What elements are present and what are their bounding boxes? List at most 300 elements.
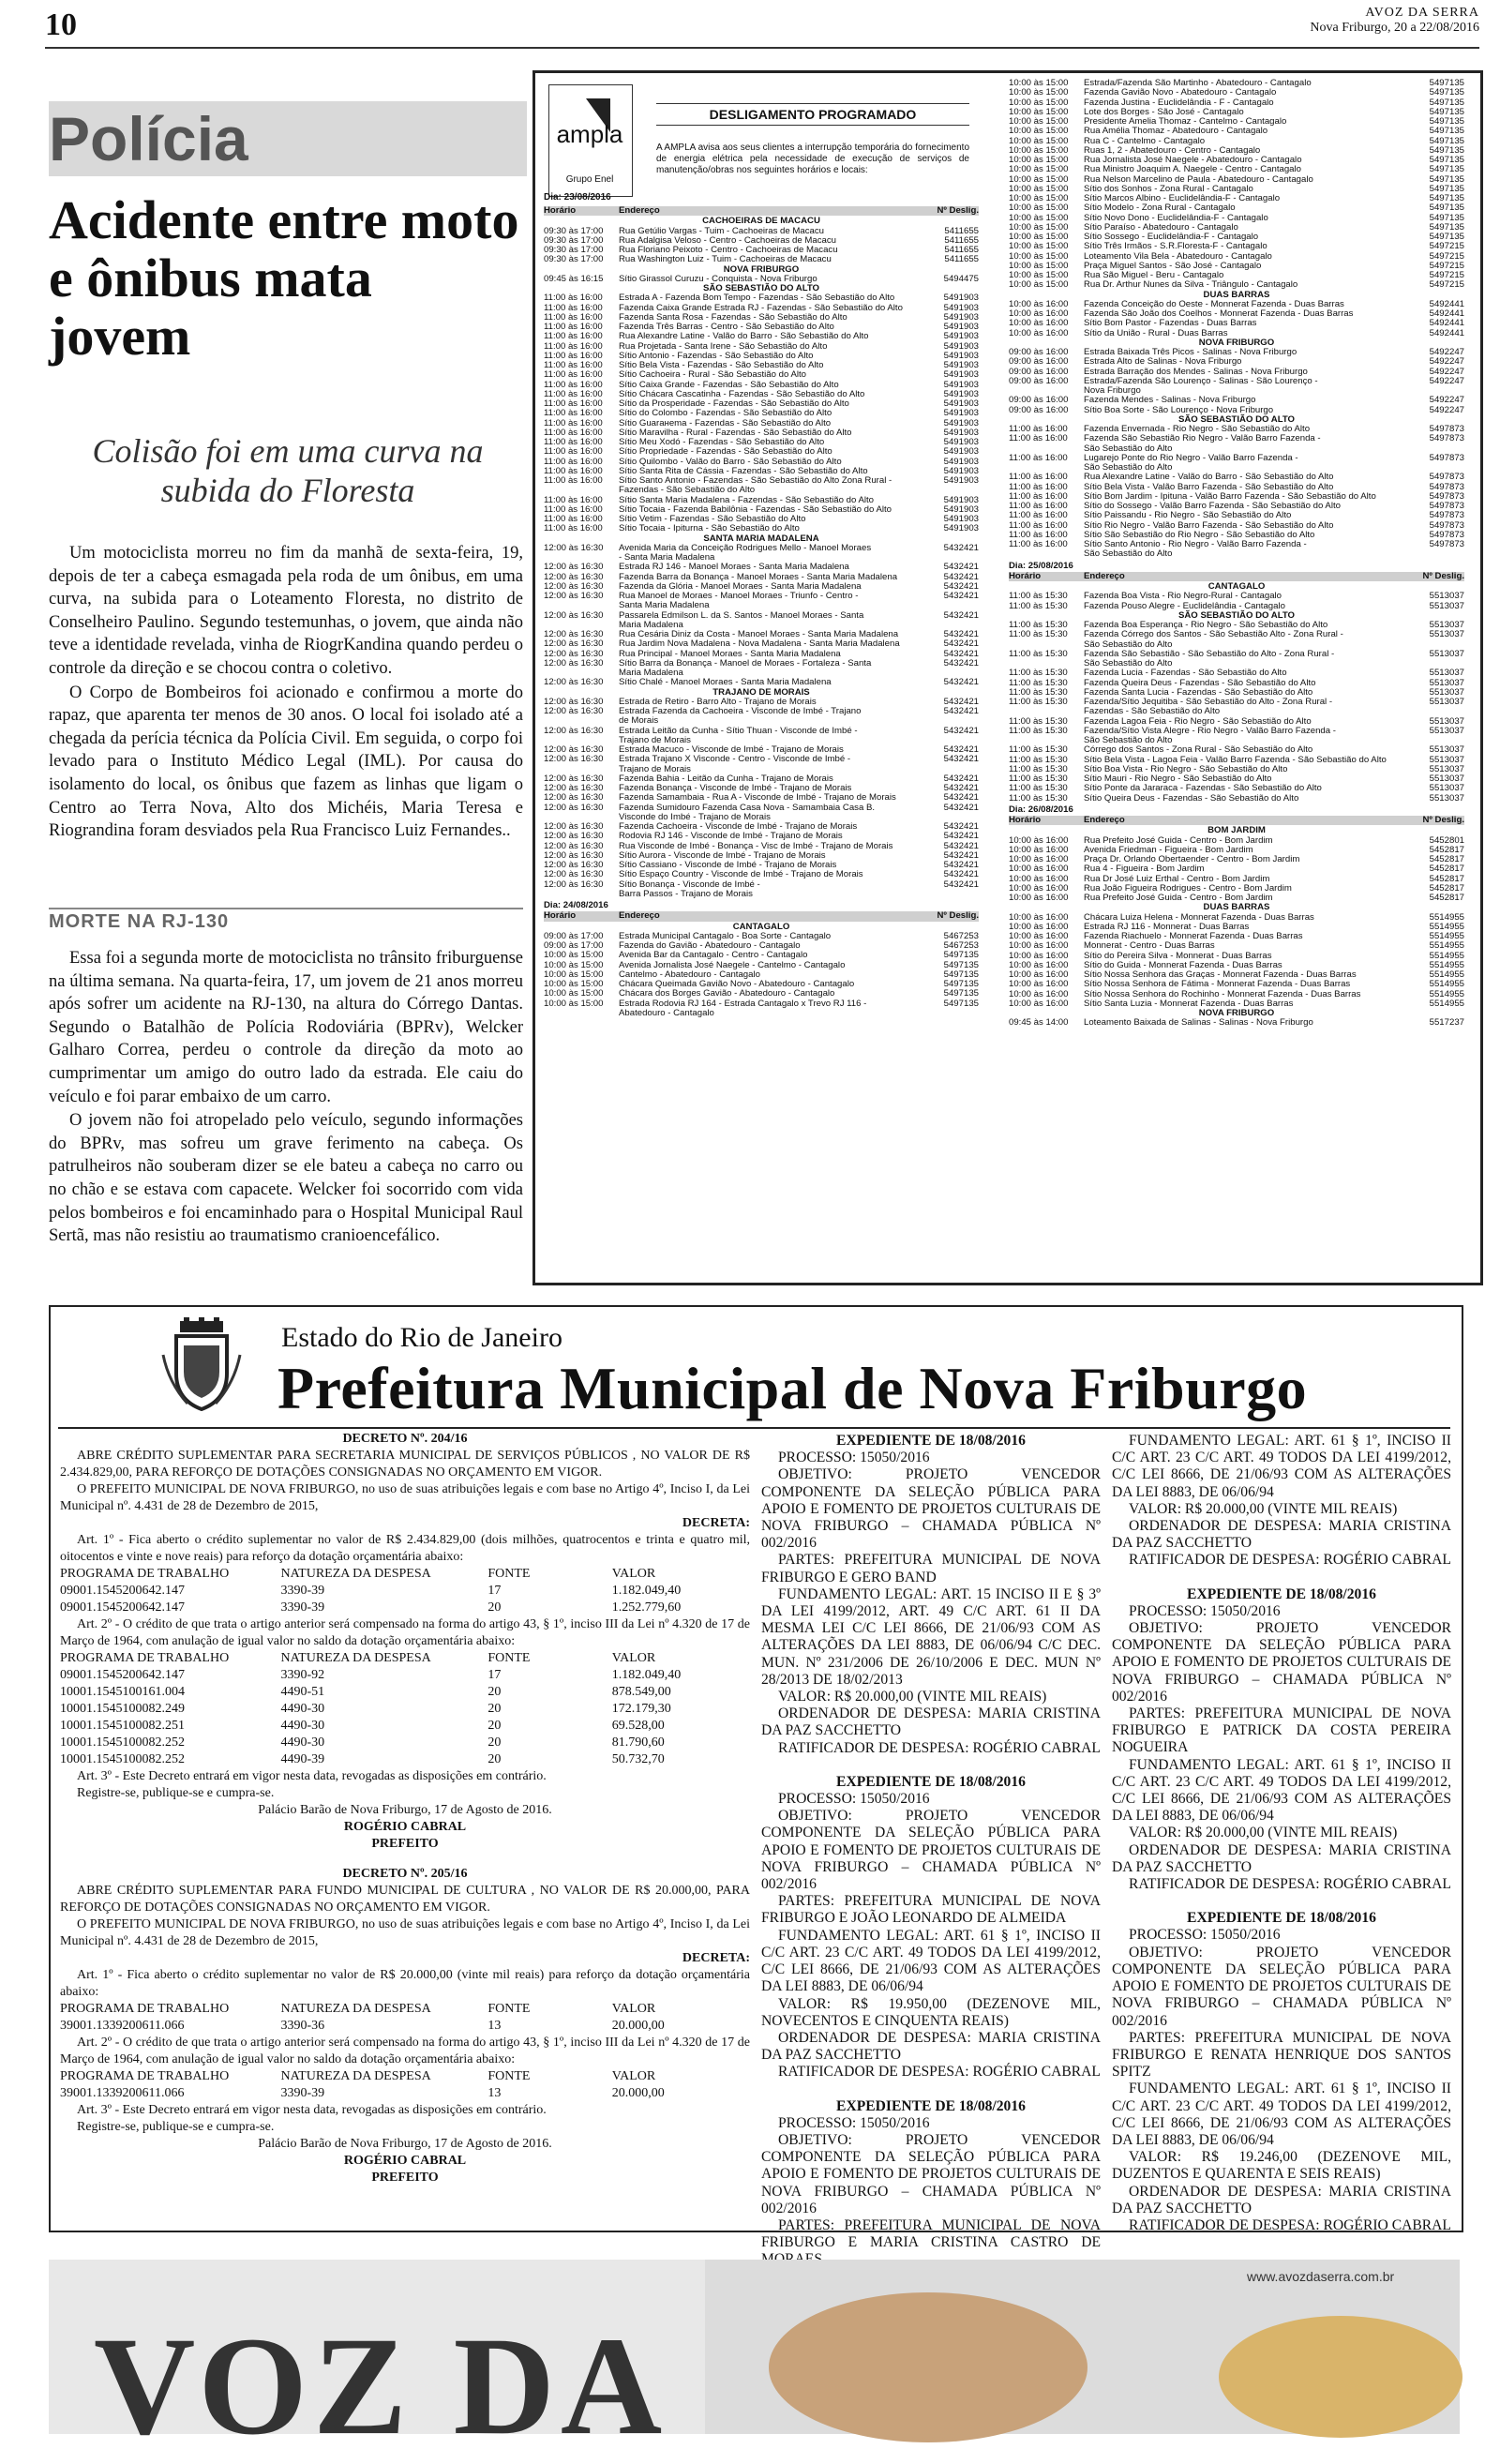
outage-address: Nova Friburgo — [1084, 386, 1141, 396]
outage-address: Rua São Miguel - Beru - Cantagalo — [1084, 271, 1224, 280]
outage-number — [1410, 463, 1464, 473]
outage-address: Rua Adalgisa Veloso - Centro - Cachoeiras de Macacu — [619, 235, 836, 246]
outage-address: Sítio Tocaia - Ipiturna - São Sebastião do Alto — [619, 524, 800, 534]
outage-row — [1009, 233, 1464, 242]
outage-row — [1009, 592, 1464, 601]
outage-time: 11:00 às 16:00 — [1009, 425, 1068, 434]
expediente-title: EXPEDIENTE DE 18/08/2016 — [1187, 1910, 1376, 1927]
outage-address: Rua Getúlio Vargas - Tuim - Cachoeiras de Macacu — [619, 226, 824, 236]
outage-time: 10:00 às 16:00 — [1009, 932, 1069, 941]
outage-time: 11:00 às 16:00 — [544, 504, 603, 515]
outage-header-address: Endereço — [619, 911, 660, 922]
outage-time: 10:00 às 15:00 — [1009, 271, 1069, 280]
outage-number: 5467253 — [943, 941, 979, 951]
budget-table-heading: PROGRAMA DE TRABALHO — [60, 2069, 230, 2083]
outage-header: Horário Endereço Nº Deslig. — [544, 205, 979, 216]
outage-row — [544, 774, 979, 784]
outage-number: 5432421 — [943, 726, 979, 736]
outage-time: 11:00 às 16:00 — [544, 351, 603, 361]
outage-number — [1410, 659, 1464, 669]
expediente-line: RATIFICADOR DE DESPESA: ROGÉRIO CABRAL — [1129, 2216, 1451, 2233]
outage-address: Sítio Boa Sorte - São Lourenço - Nova Friburgo — [1084, 405, 1274, 415]
outage-number: 5432421 — [943, 563, 979, 573]
outage-day: Dia: 25/08/2016 — [1009, 560, 1073, 571]
budget-table-heading: FONTE — [488, 2002, 531, 2016]
outage-address: Fazenda da Glória - Manoel Moraes - Santa Maria Madalena — [619, 581, 862, 592]
outage-address: Fazenda Três Barras - Centro - São Sebastião do Alto — [619, 323, 834, 332]
outage-address: Sítio Paraíso - Abatedouro - Cantagalo — [1084, 222, 1238, 233]
outage-time: 12:00 às 16:30 — [544, 563, 604, 573]
outage-number: 5497135 — [1429, 194, 1464, 203]
outage-row — [544, 428, 979, 438]
outage-number: 5497215 — [1429, 271, 1464, 280]
budget-table-cell: 1.182.049,40 — [611, 1584, 682, 1598]
outage-address: Sítio Novo Dono - Euclidelândia-F - Cantagalo — [1084, 213, 1268, 223]
decree-art3: Art. 3º - Este Decreto entrará em vigor nesta data, revogadas as disposições em contrário. — [77, 2103, 547, 2117]
outage-number: 5494475 — [943, 274, 979, 284]
outage-address: Fazenda Bahia - Leitão da Cunha - Trajano de Morais — [619, 774, 833, 784]
outage-row — [544, 361, 979, 370]
expediente-line: PROCESSO: 15050/2016 — [1129, 1602, 1281, 1619]
outage-number: 5491903 — [943, 447, 979, 458]
outage-address: Fazenda Boa Esperança - Rio Negro - São Sebastião do Alto — [1084, 621, 1328, 630]
outage-address: - Santa Maria Madalena — [619, 553, 715, 563]
budget-table-row — [60, 1751, 750, 1768]
outage-number: 5497135 — [1429, 213, 1464, 223]
outage-region: NOVA FRIBURGO — [723, 263, 800, 275]
outage-address: Fazenda Caixa Grande Estrada RJ - Fazendas - São Sebastião do Alto — [619, 303, 903, 313]
outage-number: 5497135 — [1429, 88, 1464, 98]
outage-address: Estrada Baixada Três Picos - Salinas - Nova Friburgo — [1084, 348, 1298, 357]
outage-number — [924, 813, 979, 822]
outage-address: Lote dos Borges - São José - Cantagalo — [1084, 107, 1244, 117]
outage-number: 5492247 — [1429, 376, 1464, 386]
outage-address: Fazenda Córrego dos Santos - São Sebastião Alto - Zona Rural - — [1084, 630, 1343, 640]
outage-row — [544, 524, 979, 533]
outage-region: NOVA FRIBURGO — [1198, 337, 1275, 348]
outage-number: 5513037 — [1429, 678, 1464, 688]
outage-row — [1009, 932, 1464, 941]
outage-time: 10:00 às 15:00 — [544, 969, 604, 980]
budget-table-heading: VALOR — [611, 2069, 656, 2083]
expediente-line: RATIFICADOR DE DESPESA: ROGÉRIO CABRAL — [1129, 1876, 1451, 1893]
outage-row — [544, 323, 979, 332]
outage-row — [1009, 357, 1464, 367]
outage-row — [1009, 146, 1464, 156]
budget-table-row — [60, 1701, 750, 1718]
outage-row — [1009, 88, 1464, 98]
outage-time: 10:00 às 16:00 — [1009, 980, 1069, 990]
article-body — [49, 542, 523, 844]
outage-time: 12:00 às 16:30 — [544, 879, 604, 890]
outage-time: 11:00 às 16:00 — [544, 515, 603, 524]
outage-number: 5497135 — [1429, 174, 1464, 185]
outage-address: Rua Ministro Joaquim A. Naegele - Centro - Cantagalo — [1084, 165, 1301, 175]
outage-number: 5467253 — [943, 931, 979, 941]
outage-time — [544, 553, 619, 563]
header-rule — [45, 47, 1479, 49]
outage-address: Maria Madalena — [619, 669, 683, 678]
outage-region: CANTAGALO — [1208, 581, 1266, 592]
outage-address: Trajano de Morais — [619, 764, 691, 774]
outage-address: Sítio Quilombo - Valão do Barro - São Sebastião do Alto — [619, 457, 842, 467]
outage-row — [1009, 707, 1464, 716]
expediente-line: FUNDAMENTO LEGAL: ART. 61 § 1º, INCISO II C/C ART. 23 C/C ART. 49 TODOS DA LEI 4199/2012, C/C LEI 8666, DE 21/06/93 COM AS ALTERAÇÕES DA LEI 8883, DE 06/06/94 — [1112, 1756, 1451, 1825]
outage-region: DUAS BARRAS — [1203, 902, 1270, 913]
notice-intro: A AMPLA avisa aos seus clientes a interrupção temporária do fornecimento de energia elétrica pela necessidade de execução de serviços de manutenção/obras nos seguintes horários e locais: — [656, 143, 969, 175]
outage-number — [924, 765, 979, 774]
budget-table — [60, 1650, 750, 1768]
budget-table-cell: 17 — [488, 1668, 502, 1682]
outage-row — [544, 851, 979, 861]
outage-address: Rua Jardim Nova Madalena - Nova Madalena - Santa Maria Madalena — [619, 639, 900, 650]
outage-time: 12:00 às 16:30 — [544, 832, 604, 842]
budget-table-cell: 172.179,30 — [611, 1702, 671, 1716]
outage-time: 12:00 às 16:30 — [544, 850, 604, 861]
outage-time: 11:00 às 16:00 — [1009, 453, 1068, 463]
outage-number: 5497873 — [1429, 520, 1464, 531]
outage-region: DUAS BARRAS — [1203, 289, 1270, 300]
outage-address: Chácara Luiza Helena - Monnerat Fazenda - Duas Barras — [1084, 912, 1314, 923]
outage-number — [1410, 707, 1464, 716]
outage-time: 11:00 às 15:30 — [1009, 726, 1068, 736]
outage-row — [544, 659, 979, 669]
outage-region: CANTAGALO — [732, 921, 790, 932]
outage-time: 11:00 às 16:00 — [544, 370, 603, 381]
outage-row — [1009, 621, 1464, 630]
outage-time: 11:00 às 16:00 — [544, 332, 603, 342]
outage-row — [1009, 165, 1464, 174]
outage-address: Estrada de Retiro - Barro Alto - Trajano de Morais — [619, 697, 817, 707]
outage-time: 10:00 às 15:00 — [1009, 127, 1069, 137]
outage-row — [1009, 836, 1464, 846]
expediente-line: VALOR: R$ 20.000,00 (VINTE MIL REAIS) — [1129, 1500, 1398, 1517]
outage-header — [1009, 572, 1464, 581]
outage-address: Visconde do Imbé - Trajano de Morais — [619, 812, 771, 822]
outage-row — [1009, 242, 1464, 251]
outage-time: 09:00 às 17:00 — [544, 931, 604, 941]
outage-day: Dia: 26/08/2016 — [1009, 804, 1073, 815]
budget-table-heading: NATUREZA DA DESPESA — [280, 1651, 431, 1665]
outage-row — [1009, 990, 1464, 999]
outage-row — [1009, 137, 1464, 146]
section-title: Polícia — [49, 104, 248, 173]
outage-row — [544, 970, 979, 980]
outage-time: 11:00 às 16:00 — [1009, 530, 1068, 540]
outage-address: Sítio do Sossego - Valão Barro Fazenda - São Sebastião do Alto — [1084, 502, 1341, 511]
outage-number: 5497873 — [1429, 540, 1464, 549]
outage-address: Rua Nelson Marcelino de Paula - Abatedouro - Cantagalo — [1084, 174, 1313, 185]
outage-number: 5497873 — [1429, 502, 1464, 511]
outage-time: 12:00 às 16:30 — [544, 543, 604, 553]
outage-address: Rua Dr. Arthur Nunes da Silva - Triângulo - Cantagalo — [1084, 280, 1298, 291]
budget-table-cell: 13 — [488, 2019, 502, 2033]
outage-row — [544, 736, 979, 745]
outage-row — [1009, 511, 1464, 520]
budget-table-cell: 09001.1545200642.147 — [60, 1600, 185, 1615]
expediente-title: EXPEDIENTE DE 18/08/2016 — [836, 1433, 1026, 1449]
outage-time: 11:00 às 16:00 — [1009, 482, 1068, 492]
outage-time: 10:00 às 15:00 — [1009, 261, 1069, 271]
outage-address: Estrada Rodovia RJ 164 - Estrada Cantagalo x Trevo RJ 116 - — [619, 999, 867, 1009]
outage-address: Fazenda do Gavião - Abatedouro - Cantagalo — [619, 941, 801, 951]
outage-row — [1009, 846, 1464, 855]
outage-time: 11:00 às 16:00 — [1009, 502, 1068, 511]
outage-row — [1009, 961, 1464, 970]
outage-row — [544, 842, 979, 851]
outage-time: 10:00 às 15:00 — [1009, 136, 1069, 146]
outage-time: 11:00 às 16:00 — [1009, 491, 1068, 502]
outage-address: Sítio Chácara Cascatinha - Fazendas - São Sebastião do Alto — [619, 389, 865, 399]
outage-number: 5491903 — [943, 370, 979, 381]
outage-header — [544, 911, 979, 921]
expediente-line: OBJETIVO: PROJETO VENCEDOR COMPONENTE DA SELEÇÃO PÚBLICA PARA APOIO E FOMENTO DE PROJETOS CULTURAIS DE NOVA FRIBURGO – CHAMADA PÚBLICA Nº 002/2016 — [1112, 1620, 1451, 1705]
outage-time: 11:00 às 15:30 — [1009, 716, 1068, 727]
expediente-line: VALOR: R$ 20.000,00 (VINTE MIL REAIS) — [778, 1689, 1047, 1705]
outage-row — [1009, 913, 1464, 923]
outage-time: 09:45 às 16:15 — [544, 274, 604, 284]
outage-time: 10:00 às 16:00 — [1009, 299, 1069, 309]
outage-number: 5411655 — [944, 226, 979, 236]
outage-time: 09:30 às 17:00 — [544, 255, 604, 265]
outage-number: 5432421 — [943, 658, 979, 669]
outage-time — [1009, 659, 1084, 669]
outage-number: 5491903 — [943, 504, 979, 515]
outage-number: 5432421 — [943, 581, 979, 592]
outage-row — [1009, 669, 1464, 678]
outage-number: 5514955 — [1429, 980, 1464, 990]
outage-time: 10:00 às 15:00 — [1009, 107, 1069, 117]
outage-number: 5492441 — [1429, 328, 1464, 338]
outage-row — [1009, 650, 1464, 659]
outage-row — [544, 304, 979, 313]
outage-row — [544, 650, 979, 659]
outage-number: 5492247 — [1429, 357, 1464, 368]
budget-table-heading: VALOR — [611, 1567, 656, 1581]
outage-row — [544, 961, 979, 970]
budget-table-cell: 17 — [488, 1584, 502, 1598]
expediente-line: VALOR: R$ 20.000,00 (VINTE MIL REAIS) — [1129, 1825, 1398, 1841]
outage-number: 5491903 — [943, 389, 979, 399]
decree-role: PREFEITO — [371, 2171, 439, 2185]
outage-number — [1410, 640, 1464, 650]
outage-address: Fazenda Boa Vista - Rio Negro-Rural - Cantagalo — [1084, 592, 1282, 602]
outage-address: Sítio Bom Pastor - Fazendas - Duas Barras — [1084, 319, 1257, 329]
expediente-title: EXPEDIENTE DE 18/08/2016 — [836, 2097, 1026, 2114]
outage-address: Rua Manoel de Moraes - Manoel Moraes - Triunfo - Centro - — [619, 592, 859, 601]
outage-address: Estrada Municipal Cantagalo - Boa Sorte - Cantagalo — [619, 931, 832, 941]
outage-address: Fazenda/Sítio Jequitiba - São Sebastião do Alto - Zona Rural - — [1084, 698, 1333, 707]
outage-number — [924, 553, 979, 563]
outage-number: 5491903 — [943, 399, 979, 409]
outage-time: 12:00 às 16:30 — [544, 861, 604, 870]
outage-time: 11:00 às 16:00 — [544, 312, 603, 323]
outage-number — [924, 669, 979, 678]
outage-time: 11:00 às 15:30 — [1009, 649, 1068, 659]
outage-row — [544, 419, 979, 428]
decree-art3: Art. 3º - Este Decreto entrará em vigor nesta data, revogadas as disposições em contrário. — [77, 1769, 547, 1783]
outage-time — [544, 890, 619, 899]
outage-number: 5492247 — [1429, 348, 1464, 357]
outage-row — [544, 563, 979, 572]
outage-number: 5497135 — [1429, 165, 1464, 175]
outage-row — [544, 409, 979, 418]
outage-row — [1009, 864, 1464, 874]
outage-address: Sítio Nossa Senhora do Rochinho - Monnerat Fazenda - Duas Barras — [1084, 989, 1361, 999]
expediente-line: RATIFICADOR DE DESPESA: ROGÉRIO CABRAL — [778, 2064, 1101, 2081]
outage-region: NOVA FRIBURGO — [1198, 1008, 1275, 1018]
outage-address: Sítio Tocaia - Fazenda Babilônia - Fazendas - São Sebastião do Alto — [619, 504, 892, 515]
outage-number: 5452817 — [1429, 845, 1464, 855]
outage-time: 11:00 às 16:00 — [1009, 540, 1068, 549]
outage-number: 5491903 — [943, 438, 979, 447]
outage-address: Monnerat - Centro - Duas Barras — [1084, 941, 1215, 952]
budget-table-cell: 81.790,60 — [611, 1735, 665, 1750]
outage-row — [1009, 630, 1464, 639]
outage-address: Sítio Santo Antonio - Fazendas - São Sebastião do Alto Zona Rural - — [619, 476, 892, 486]
outage-time: 10:00 às 15:00 — [1009, 88, 1069, 98]
outage-number: 5497215 — [1429, 251, 1464, 262]
budget-table-cell: 20 — [488, 1702, 502, 1716]
outage-row — [544, 755, 979, 764]
outage-address: Fazendas - São Sebastião do Alto — [1084, 707, 1221, 717]
outage-number: 5517237 — [1429, 1018, 1464, 1029]
intertitle: MORTE NA RJ-130 — [49, 908, 523, 933]
budget-table-heading: NATUREZA DA DESPESA — [280, 2069, 431, 2083]
outage-number: 5432421 — [943, 707, 979, 716]
budget-table-row — [60, 2018, 750, 2035]
outage-row — [544, 370, 979, 380]
outage-row — [544, 813, 979, 822]
outage-address: Fazenda Mendes - Salinas - Nova Friburgo — [1084, 396, 1256, 406]
outage-number: 5432421 — [943, 841, 979, 851]
outage-address: Abatedouro - Cantagalo — [619, 1008, 714, 1018]
outage-number: 5432421 — [943, 879, 979, 890]
decree-204 — [60, 1431, 750, 2186]
outage-time: 10:00 às 16:00 — [1009, 960, 1069, 970]
outage-number: 5491903 — [943, 409, 979, 419]
outage-row — [544, 390, 979, 399]
outage-number: 5491903 — [943, 524, 979, 534]
decree-role: PREFEITO — [371, 1837, 439, 1851]
outage-row — [544, 870, 979, 879]
outage-address: Avenida Jornalista José Naegele - Cantelmo - Cantagalo — [619, 960, 846, 970]
outage-address: Sítio do Colombo - Fazendas - São Sebastião do Alto — [619, 409, 832, 419]
budget-table-cell: 3390-39 — [280, 1600, 325, 1615]
budget-table-cell: 20 — [488, 1752, 502, 1766]
outage-address: Avenida Maria da Conceição Rodrigues Mello - Manoel Moraes — [619, 543, 872, 553]
budget-table — [60, 2001, 750, 2035]
outage-row — [1009, 425, 1464, 434]
outage-time — [1009, 463, 1084, 473]
outage-address: Sítio Rio Negro - Valão Barro Fazenda - São Sebastião do Alto — [1084, 520, 1334, 531]
outage-time: 11:00 às 16:00 — [544, 476, 603, 486]
outage-address: Sítio Maravilha - Rural - Fazendas - São Sebastião do Alto — [619, 428, 852, 438]
headline: Acidente entre moto e ônibus mata jovem — [49, 189, 519, 367]
expediente-line: ORDENADOR DE DESPESA: MARIA CRISTINA DA PAZ SACCHETTO — [761, 1705, 1101, 1739]
decree-signature: ROGÉRIO CABRAL — [343, 2154, 467, 2168]
decree-registre: Registre-se, publique-se e cumpra-se. — [77, 1786, 275, 1800]
outage-row — [544, 784, 979, 793]
outage-number: 5497215 — [1429, 261, 1464, 271]
outage-address: Fazenda Barra da Bonança - Manoel Moraes - Santa Maria Madalena — [619, 572, 898, 582]
outage-address: Sítio dos Sonhos - Zona Rural - Cantagalo — [1084, 184, 1253, 194]
outage-number: 5491903 — [943, 466, 979, 476]
outage-address: Sítio Antonio - Fazendas - São Sebastião do Alto — [619, 351, 814, 361]
outage-time: 12:00 às 16:30 — [544, 610, 604, 621]
decree-art2: Art. 2º - O crédito de que trata o artigo anterior será compensado na forma do artigo 43, § 1º, inciso III da Lei nº 4.320 de 17 de Março de 1964, com anulação de igual valor no saldo da dotação orçamentária abaixo: — [60, 1617, 750, 1648]
outage-region: SANTA MARIA MADALENA — [703, 533, 819, 544]
expediente-title: EXPEDIENTE DE 18/08/2016 — [1187, 1585, 1376, 1602]
outage-row — [1009, 108, 1464, 117]
outage-address: Sítio Santa Maria Madalena - Fazendas - São Sebastião do Alto — [619, 495, 874, 505]
outage-address: Rua Projetada - Santa Irene - São Sebastião do Alto — [619, 341, 828, 352]
outage-number: 5514955 — [1429, 989, 1464, 999]
outage-number: 5497873 — [1429, 453, 1464, 463]
outage-time: 11:00 às 16:00 — [544, 428, 603, 438]
outage-address: Sítio da União - Rural - Duas Barras — [1084, 328, 1228, 338]
outage-address: Sítio Bonança - Visconde de Imbé - — [619, 879, 760, 890]
outage-number: 5497873 — [1429, 491, 1464, 502]
outage-row — [1009, 262, 1464, 271]
outage-address: Sítio Cassiano - Visconde de Imbé - Trajano de Morais — [619, 861, 837, 870]
outage-row — [544, 496, 979, 505]
expediente-line: FUNDAMENTO LEGAL: ART. 61 § 1º, INCISO II C/C ART. 23 C/C ART. 49 TODOS DA LEI 4199/2012, C/C LEI 8666, DE 21/06/93 COM AS ALTERAÇÕES DA LEI 8883, DE 06/06/94 — [1112, 1433, 1451, 1500]
outage-row — [1009, 502, 1464, 511]
budget-table-cell: 69.528,00 — [611, 1719, 665, 1733]
budget-table-row — [60, 2085, 750, 2102]
outage-time: 11:00 às 15:30 — [1009, 755, 1068, 765]
outage-time: 10:00 às 15:00 — [1009, 156, 1069, 165]
outage-address: Rua Washington Luiz - Tuim - Cachoeiras de Macacu — [619, 255, 832, 265]
outage-number: 5497873 — [1429, 511, 1464, 521]
outage-number: 5513037 — [1429, 745, 1464, 756]
outage-address: Rua João Figueira Rodrigues - Centro - Bom Jardim — [1084, 883, 1292, 894]
notice-title: DESLIGAMENTO PROGRAMADO — [656, 103, 969, 126]
outage-address: Avenida Friedman - Figueira - Bom Jardim — [1084, 845, 1253, 855]
outage-address: Fazenda/Sítio Vista Alegre - Rio Negro - Valão Barro Fazenda - — [1084, 726, 1336, 736]
paragraph: Um motociclista morreu no fim da manhã de sexta-feira, 19, depois de ter a cabeça esmagada pela roda de um ônibus, em uma curva, na subida para o Loteamento Floresta, no distrito de Conselheiro Paulino. Segundo testemunhas, o jovem, que ainda não teve a identidade revelada, vinha de RiogrKandina quando perdeu o controle da direção e se chocou contra o coletivo. — [49, 544, 523, 678]
outage-time: 12:00 às 16:30 — [544, 841, 604, 851]
outage-number — [924, 621, 979, 630]
outage-address: Praça Miguel Santos - São José - Cantagalo — [1084, 261, 1262, 271]
outage-address: São Sebastião do Alto — [1084, 736, 1173, 745]
outage-row — [1009, 765, 1464, 774]
budget-table-cell: 39001.1339200611.066 — [60, 2019, 185, 2033]
outage-address: Ruas 1, 2 - Abatedouro - Centro - Cantagalo — [1084, 145, 1261, 156]
outage-address: Sítio Bela Vista - Fazendas - São Sebastião do Alto — [619, 361, 824, 370]
expediente-line: ORDENADOR DE DESPESA: MARIA CRISTINA DA PAZ SACCHETTO — [1112, 1518, 1451, 1552]
outage-number: 5491903 — [943, 323, 979, 332]
outage-row — [544, 678, 979, 687]
outage-row — [544, 621, 979, 630]
outage-header-number: Nº Deslig. — [1422, 815, 1464, 825]
coat-of-arms-icon — [159, 1317, 244, 1411]
outage-row — [1009, 194, 1464, 203]
budget-table — [60, 2068, 750, 2102]
outage-number: 5514955 — [1429, 960, 1464, 970]
outage-address: Rua Prefeito José Guida - Centro - Bom Jardim — [1084, 894, 1273, 903]
outage-number: 5497873 — [1429, 530, 1464, 540]
outage-number: 5513037 — [1429, 687, 1464, 698]
outage-address: Fazenda Envernada - Rio Negro - São Sebastião do Alto — [1084, 425, 1311, 434]
outage-number — [924, 716, 979, 726]
expediente-line: VALOR: R$ 19.246,00 (DEZENOVE MIL, DUZENTOS E QUARENTA E SEIS REAIS) — [1112, 2149, 1451, 2183]
outage-time — [544, 765, 619, 774]
outage-row — [544, 592, 979, 601]
expediente-line: ORDENADOR DE DESPESA: MARIA CRISTINA DA PAZ SACCHETTO — [761, 2029, 1101, 2064]
outage-number: 5411655 — [944, 255, 979, 265]
